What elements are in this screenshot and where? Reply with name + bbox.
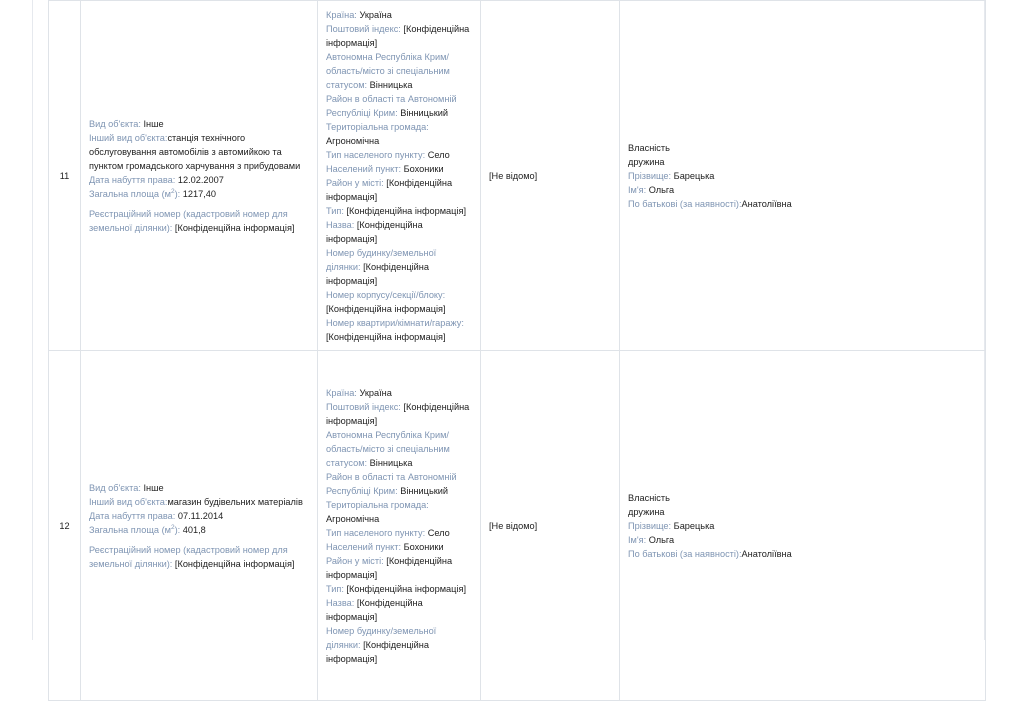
address-field: Номер будинку/земельної ділянки: [Конфіденційна інформація] <box>326 247 437 286</box>
total-area: Загальна площа $(м^2)$: 401,8 <box>89 523 206 535</box>
address-field: Район в області та Автономній Республіці Крим: Вінницький <box>326 93 457 118</box>
object-cell <box>81 351 318 701</box>
address-field: Поштовий індекс: [Конфіденційна інформація] <box>326 401 470 426</box>
address-field: Територіальна громада: Агрономічна <box>326 499 429 524</box>
address-field: Назва: [Конфіденційна інформація] <box>326 219 423 244</box>
address-field: Тип населеного пункту: Село <box>326 149 450 160</box>
address-field: Район у місті: [Конфіденційна інформація] <box>326 177 453 202</box>
owner-name: Ім'я: Ольга <box>628 534 675 545</box>
object-other-type: Інший вид об'єкта:магазин будівельних матеріалів <box>89 496 303 507</box>
owner-surname: Прізвище: Барецька <box>628 170 715 181</box>
owner-cell <box>620 1 986 351</box>
address-field: Населений пункт: Бохоники <box>326 541 444 552</box>
address-field: Населений пункт: Бохоники <box>326 163 444 174</box>
address-field: Тип: [Конфіденційна інформація] <box>326 205 466 216</box>
owner-name: Ім'я: Ольга <box>628 184 675 195</box>
cadastre-number: Реєстраційний номер (кадастровий номер для земельної ділянки): [Конфіденційна інформація] <box>89 208 295 233</box>
address-field: Країна: Україна <box>326 9 392 20</box>
address-field: Автономна Республіка Крим/область/місто зі спеціальним статусом: Вінницька <box>326 429 450 468</box>
value-cell: [Не відомо] <box>481 1 620 351</box>
row-number: 12 <box>49 351 81 701</box>
ownership-right: Власність <box>628 492 670 503</box>
address-field: Назва: [Конфіденційна інформація] <box>326 597 423 622</box>
address-field: Тип: [Конфіденційна інформація] <box>326 583 466 594</box>
address-cell <box>318 351 481 701</box>
acquisition-date: Дата набуття права: 07.11.2014 <box>89 510 224 521</box>
ownership-right: Власність <box>628 142 670 153</box>
address-field: Автономна Республіка Крим/область/місто зі спеціальним статусом: Вінницька <box>326 51 450 90</box>
real-estate-table <box>48 0 986 701</box>
address-field: Район в області та Автономній Республіці Крим: Вінницький <box>326 471 457 496</box>
table-row <box>49 351 986 701</box>
table-row <box>49 1 986 351</box>
address-field: Номер корпусу/секції/блоку: [Конфіденційна інформація] <box>326 289 446 314</box>
address-field: Поштовий індекс: [Конфіденційна інформація] <box>326 23 470 48</box>
owner-cell <box>620 351 986 701</box>
address-field: Країна: Україна <box>326 387 392 398</box>
object-other-type: Інший вид об'єкта:станція технічного обслуговування автомобілів з автомийкою та пунктом громадського харчування з прибудовами <box>89 132 301 171</box>
address-field: Номер будинку/земельної ділянки: [Конфіденційна інформація] <box>326 625 437 664</box>
owner-patronymic: По батькові (за наявності):Анатоліївна <box>628 198 792 209</box>
row-number: 11 <box>49 1 81 351</box>
value-cell: [Не відомо] <box>481 351 620 701</box>
address-field: Тип населеного пункту: Село <box>326 527 450 538</box>
object-type: Вид об'єкта: Інше <box>89 118 164 129</box>
address-field: Номер квартири/кімнати/гаражу: [Конфіденційна інформація] <box>326 317 464 342</box>
owner-surname: Прізвище: Барецька <box>628 520 715 531</box>
address-cell <box>318 1 481 351</box>
owner-patronymic: По батькові (за наявності):Анатоліївна <box>628 548 792 559</box>
owner-relation: дружина <box>628 156 665 167</box>
address-field: Район у місті: [Конфіденційна інформація] <box>326 555 453 580</box>
total-area: Загальна площа $(м^2)$: 1217,40 <box>89 187 216 199</box>
page-frame-left <box>32 0 33 640</box>
object-cell <box>81 1 318 351</box>
object-type: Вид об'єкта: Інше <box>89 482 164 493</box>
acquisition-date: Дата набуття права: 12.02.2007 <box>89 174 224 185</box>
cadastre-number: Реєстраційний номер (кадастровий номер для земельної ділянки): [Конфіденційна інформація] <box>89 544 295 569</box>
address-field: Територіальна громада: Агрономічна <box>326 121 429 146</box>
owner-relation: дружина <box>628 506 665 517</box>
